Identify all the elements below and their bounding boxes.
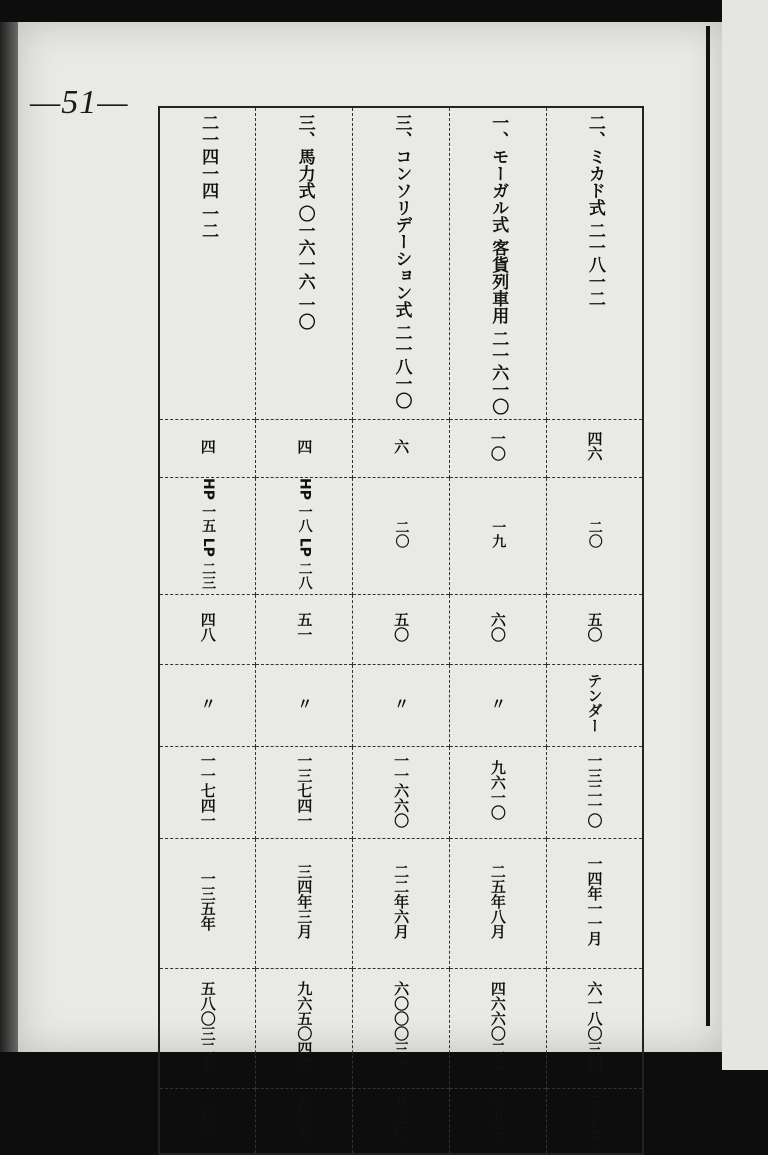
- table-row: [159, 1088, 643, 1154]
- table-cell: 四六六〇二二: [488, 981, 507, 1072]
- header-cell: 二一四一四 一二: [159, 107, 256, 419]
- page-number: —51—: [30, 84, 129, 121]
- table-row: [159, 746, 643, 838]
- table-cell: 五一: [295, 612, 314, 643]
- table-cell: 六: [392, 438, 411, 454]
- table-row: [159, 838, 643, 968]
- table-row: [159, 968, 643, 1088]
- table-cell: 〇九三: [488, 1096, 507, 1142]
- table-cell: 四: [198, 438, 217, 454]
- table-cell: 二〇: [586, 519, 603, 548]
- table-cell: 二〇: [393, 519, 410, 548]
- table-cell: 一三二一〇: [585, 752, 604, 828]
- page-edge-line: [706, 26, 710, 1026]
- table-cell: 二二年六月: [392, 863, 411, 939]
- table-cell: HP 一五 LP 二三: [200, 477, 217, 590]
- book-spine-shadow: [0, 22, 18, 1052]
- table-row: [159, 594, 643, 664]
- table-cell: 一一七四一: [198, 752, 217, 828]
- table-cell: 〃: [488, 695, 507, 711]
- table-cell: 九六一〇: [488, 760, 507, 821]
- table-cell: 四八: [198, 612, 217, 643]
- table-cell: 〃: [392, 695, 411, 711]
- table-cell: 三四年三月: [295, 863, 314, 939]
- locomotive-table: [158, 106, 644, 1155]
- header-row: [159, 107, 643, 419]
- table-cell: 一四年一一月: [585, 856, 604, 947]
- table-cell: 四六: [585, 431, 604, 462]
- header-cell: 二、ミカド式 二一八一二: [546, 107, 643, 419]
- table-cell: 〃: [198, 695, 217, 711]
- table-cell: 一九: [490, 519, 507, 548]
- table-cell: 四〇七: [295, 1096, 314, 1142]
- table-row: [159, 664, 643, 746]
- table-cell: 六一八〇三四: [585, 981, 604, 1072]
- header-cell: 三、コンソリデーション式 二一八一〇: [353, 107, 450, 419]
- table-row: [159, 477, 643, 594]
- table-cell: テンダー: [585, 673, 604, 734]
- table-cell: 一三七四一: [295, 752, 314, 828]
- table-cell: HP 一八 LP 二八: [296, 477, 313, 590]
- table-cell: 九六五〇四六: [295, 981, 314, 1072]
- table-cell: 一〇: [488, 431, 507, 462]
- table-cell: 一一六六〇: [392, 752, 411, 828]
- header-cell: 三、馬力式 〇一六一六 一〇: [256, 107, 353, 419]
- table-cell: 四〇: [198, 1103, 217, 1134]
- table-cell: 二五年八月: [488, 863, 507, 939]
- table-cell: 五〇: [585, 612, 604, 643]
- table-cell: 三二七二: [585, 1088, 604, 1149]
- table-row: [159, 419, 643, 477]
- table-cell: 〃: [295, 695, 314, 711]
- header-cell: 一、モーガル式 客貨列車用 二一六一〇: [449, 107, 546, 419]
- table-cell: 四: [295, 438, 314, 454]
- table-cell: 五〇: [392, 612, 411, 643]
- table-cell: 一三五年: [198, 871, 217, 932]
- next-page-edge: [722, 0, 768, 1070]
- table-cell: 五八〇三二七: [198, 981, 217, 1072]
- table-cell: 六〇: [488, 612, 507, 643]
- table-cell: 八二〇: [392, 1096, 411, 1142]
- table-cell: 六〇〇〇三一: [392, 981, 411, 1072]
